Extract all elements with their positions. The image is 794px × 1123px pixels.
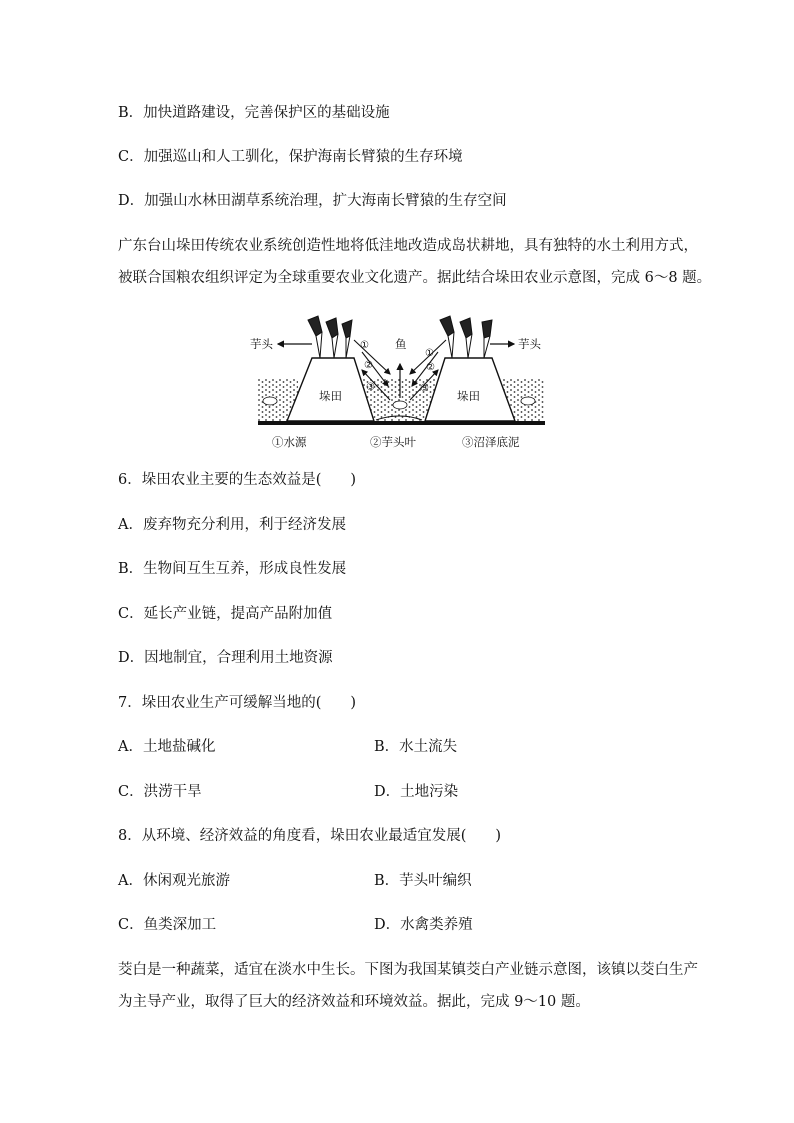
q7-option-b: B．水土流失 [374, 739, 458, 755]
fish-left [263, 397, 277, 405]
q5-option-c: C．加强巡山和人工驯化，保护海南长臂猿的生存环境 [118, 149, 463, 165]
mark-left-2: ② [364, 360, 373, 371]
legend-1: ①水源 [272, 435, 307, 449]
duotian-diagram [250, 308, 550, 453]
q5-option-b: B．加快道路建设，完善保护区的基础设施 [118, 105, 390, 121]
q5-option-d: D．加强山水林田湖草系统治理，扩大海南长臂猿的生存空间 [118, 193, 507, 209]
taro-plants-left [308, 316, 352, 358]
fish-right [521, 397, 535, 405]
label-fish: 鱼 [395, 337, 407, 351]
intro-jiaobai-line1: 茭白是一种蔬菜，适宜在淡水中生长。下图为我国某镇茭白产业链示意图，该镇以茭白生产 [118, 962, 698, 978]
mark-right-1: ① [425, 348, 434, 359]
intro-duotian-line2: 被联合国粮农组织评定为全球重要农业文化遗产。据此结合垛田农业示意图，完成 6～8 题。 [118, 270, 712, 286]
intro-jiaobai-line2: 为主导产业，取得了巨大的经济效益和环境效益。据此，完成 9～10 题。 [118, 994, 590, 1010]
q8-option-d: D．水禽类养殖 [374, 917, 473, 933]
mark-right-2: ② [426, 362, 435, 373]
q8-stem: 8．从环境、经济效益的角度看，垛田农业最适宜发展( ) [118, 828, 502, 844]
mark-left-3: ③ [366, 382, 375, 393]
label-field-left: 垛田 [319, 389, 342, 403]
q8-option-a: A．休闲观光旅游 [118, 873, 230, 889]
legend-2: ②芋头叶 [370, 435, 416, 449]
q6-option-c: C．延长产业链，提高产品附加值 [118, 606, 333, 622]
label-field-right: 垛田 [457, 389, 480, 403]
fish-middle [393, 401, 407, 409]
legend-3: ③沼泽底泥 [462, 435, 520, 449]
mark-left-1: ① [360, 340, 369, 351]
q8-option-b: B．芋头叶编织 [374, 873, 472, 889]
mark-right-3: ③ [420, 383, 429, 394]
ground-mid [368, 421, 428, 425]
taro-plants-right [440, 316, 492, 358]
q7-stem: 7．垛田农业生产可缓解当地的( ) [118, 695, 357, 711]
q7-option-c: C．洪涝干旱 [118, 784, 202, 800]
q6-option-a: A．废弃物充分利用，利于经济发展 [118, 517, 346, 533]
intro-duotian-line1: 广东台山垛田传统农业系统创造性地将低洼地改造成岛状耕地，具有独特的水土利用方式， [118, 238, 698, 254]
duotian-diagram-svg [250, 308, 550, 453]
q8-option-c: C．鱼类深加工 [118, 917, 217, 933]
q7-option-a: A．土地盐碱化 [118, 739, 216, 755]
q7-option-d: D．土地污染 [374, 784, 459, 800]
q6-option-d: D．因地制宜，合理利用土地资源 [118, 650, 333, 666]
q6-stem: 6．垛田农业主要的生态效益是( ) [118, 472, 357, 488]
q6-option-b: B．生物间互生互养，形成良性发展 [118, 561, 347, 577]
label-taro-right: 芋头 [518, 337, 541, 351]
label-taro-left: 芋头 [250, 337, 273, 351]
